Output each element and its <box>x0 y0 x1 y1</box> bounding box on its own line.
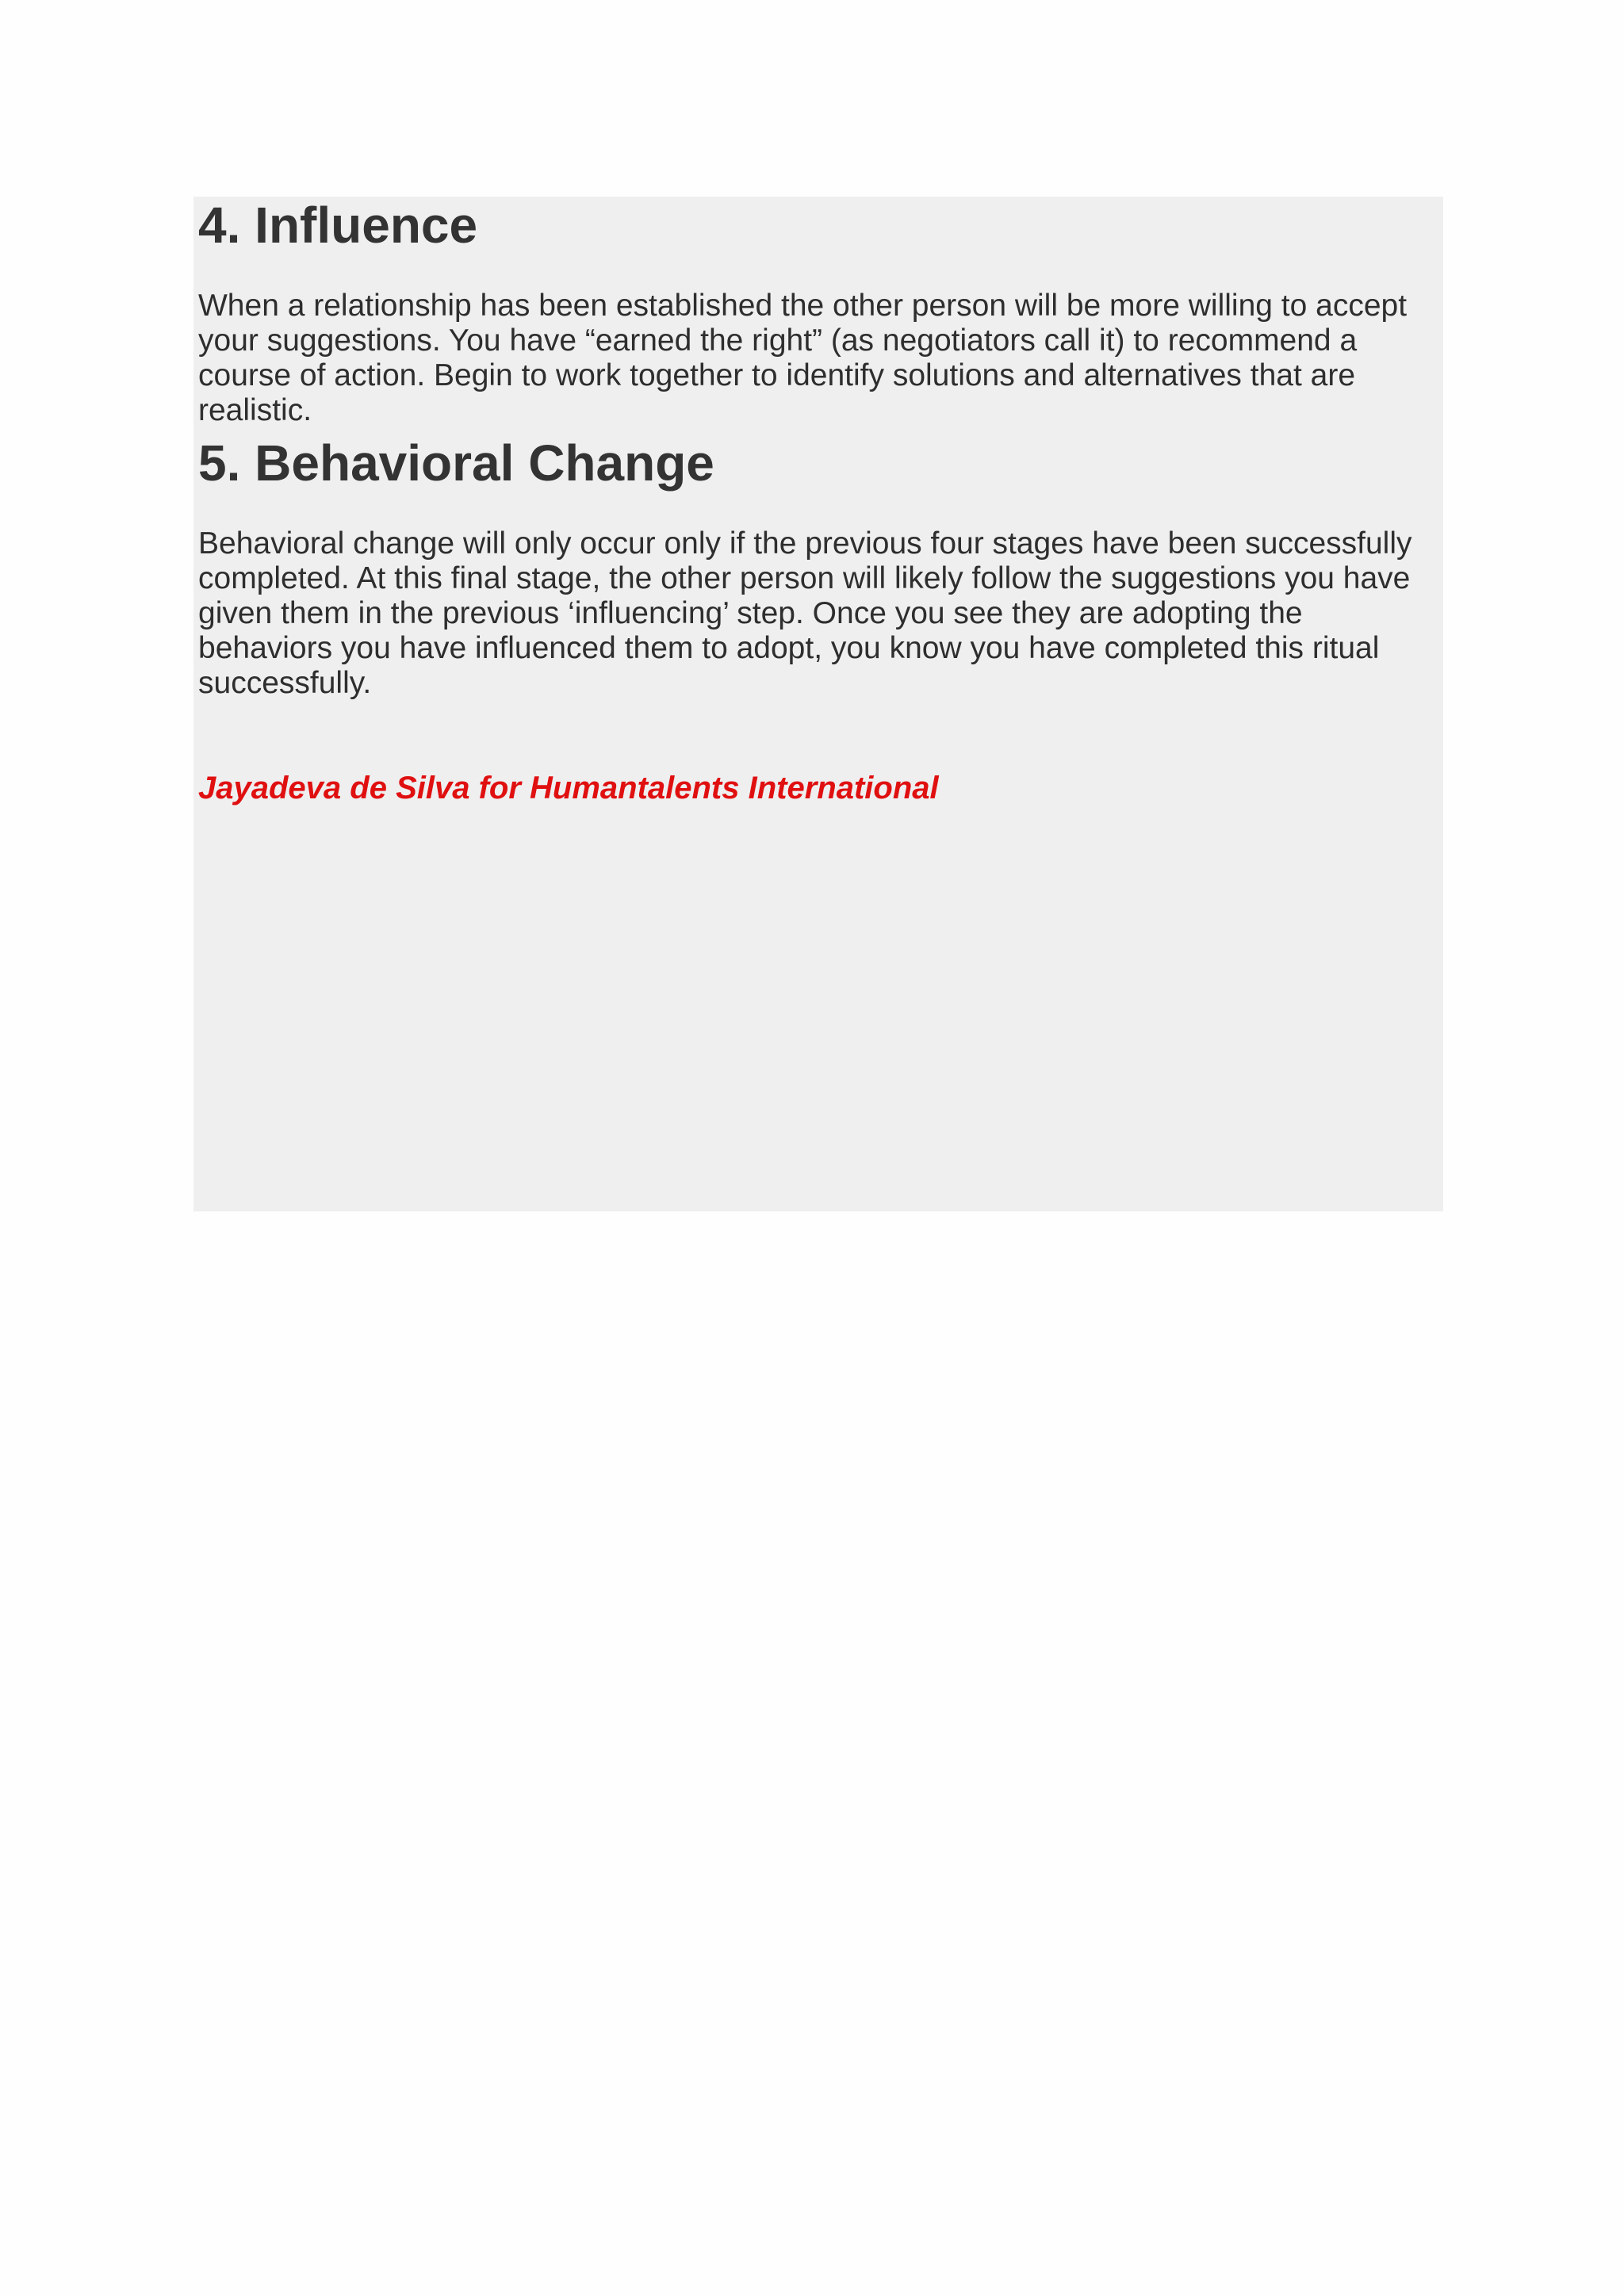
section-body-influence: When a relationship has been established the other person will be more willing to accept your suggestions. You have “earned the right” (as negotiators call it) to recommend a course of action. Begin to work together to identify solutions and alternatives that are realistic. <box>198 289 1408 427</box>
section-heading-influence: 4. Influence <box>198 197 478 254</box>
section-heading-behavioral-change: 5. Behavioral Change <box>198 434 714 492</box>
author-credit: Jayadeva de Silva for Humantalents International <box>198 771 939 806</box>
section-body-behavioral-change: Behavioral change will only occur only if the previous four stages have been successfully completed. At this final stage, the other person will likely follow the suggestions you have given them in the previous ‘influencing’ step. Once you see they are adopting the behaviors you have influenced them to adopt, you know you have completed this ritual successfully. <box>198 526 1412 700</box>
